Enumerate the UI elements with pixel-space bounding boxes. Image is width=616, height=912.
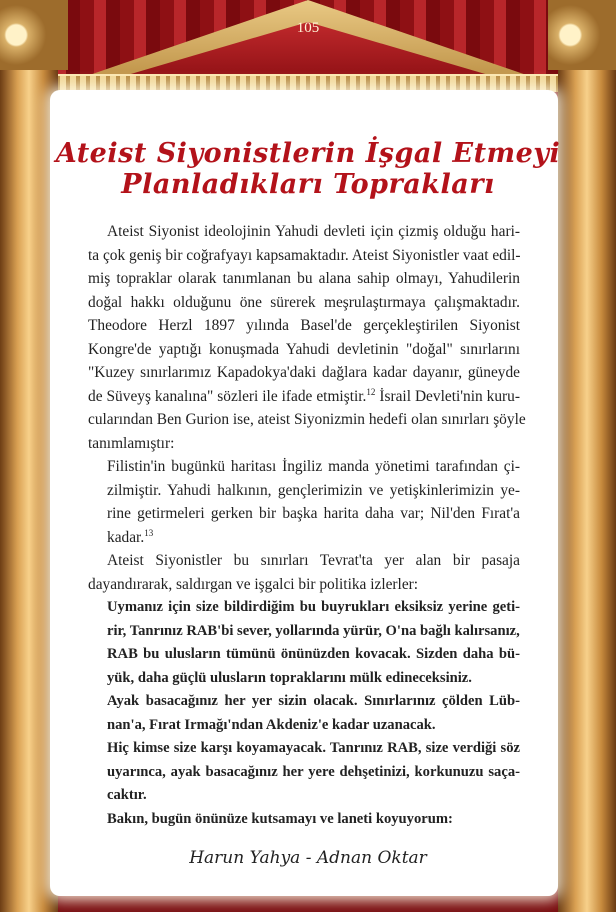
scripture-line: caktır. [107,787,147,803]
page-number: 105 [296,20,320,36]
paragraph-line: ta çok geniş bir coğrafyayı kapsamaktadır. Ateist Siyonistler vaat edil- [88,246,521,264]
chapter-title-line-2: Planladıkları Toprakları [121,169,495,200]
scripture-line: nan'a, Fırat Irmağı'ndan Akdeniz'e kadar uzanacak. [107,716,436,733]
paragraph-line: tanımlamıştır: [88,434,175,452]
scripture-line: Bakın, bugün önünüze kutsamayı ve laneti koyuyorum: [107,810,453,827]
quote-line: Filistin'in bugünkü haritası İngiliz manda yönetimi tarafından çi- [107,458,520,475]
paragraph-line: Ateist Siyonist ideolojinin Yahudi devleti için çizmiş olduğu hari- [107,223,520,240]
paragraph-line: "Kuzey sınırlarımız Kapadokya'daki dağlara kadar dayanır, güneyde [88,364,520,381]
text: kadar. [107,528,145,546]
paragraph-line: Ateist Siyonistler bu sınırları Tevrat'ta yer alan bir pasaja [107,552,520,569]
paragraph-line: dayandırarak, saldırgan ve işgalci bir politika izlerler: [88,575,419,593]
scripture-line: rir, Tanrınız RAB'bi sever, yollarında yürür, O'na bağlı kalırsanız, [107,622,520,639]
paragraph-line: miş topraklar olarak tanımlanan bu alana sahip olmayı, Yahudilerin [88,270,520,287]
scripture-line: yük, daha güçlü ulusların topraklarını mülk edineceksiniz. [107,669,472,686]
paragraph-line: cularından Ben Gurion ise, ateist Siyonizmin hedefi olan sınırları şöyle [88,411,526,428]
scripture-line: Hiç kimse size karşı koyamayacak. Tanrınız RAB, size verdiği söz [107,740,520,756]
paragraph-line: Theodore Herzl 1897 yılında Basel'de gerçekleştirilen Siyonist [88,317,520,334]
author-footer: Harun Yahya - Adnan Oktar [189,848,427,868]
right-pillar [558,0,616,912]
scripture-line: Ayak basacağınız her yer sizin olacak. Sınırlarınız çölden Lüb- [107,693,520,709]
body-text [88,220,526,831]
scripture-line: RAB bu ulusların tümünü önünüzden kovacak. Sizden daha bü- [107,646,520,662]
quote-line: zilmiştir. Yahudi halkının, gençlerimizin ve yetişkinlerimizin ye- [107,481,520,499]
quote-line: rine getirmeleri gerken bir başka harita daha var; Nil'den Fırat'a [107,505,520,522]
text: de Süveyş kanalına" sözleri ile ifade etmiştir. [88,387,367,405]
paragraph-line: Kongre'de yaptığı konuşmada Yahudi devletinin "doğal" sınırlarını [88,340,520,358]
text: İsrail Devleti'nin kuru- [379,387,520,405]
footnote-ref[interactable]: 13 [144,527,154,538]
scripture-line: uyarınca, ayak basacağınız her yere dehşetinizi, korkunuzu saça- [107,763,520,780]
quote-line [88,526,520,550]
paragraph-line [88,385,520,409]
paragraph-line: doğal hakkı olduğunu öne sürerek meşrulaştırmaya çalışmaktadır. [88,293,520,311]
chapter-title-line-1: Ateist Siyonistlerin İşgal Etmeyi [55,138,561,169]
footnote-ref[interactable]: 12 [366,386,376,397]
scripture-line: Uymanız için size bildirdiğim bu buyrukları eksiksiz yerine geti- [107,599,520,615]
